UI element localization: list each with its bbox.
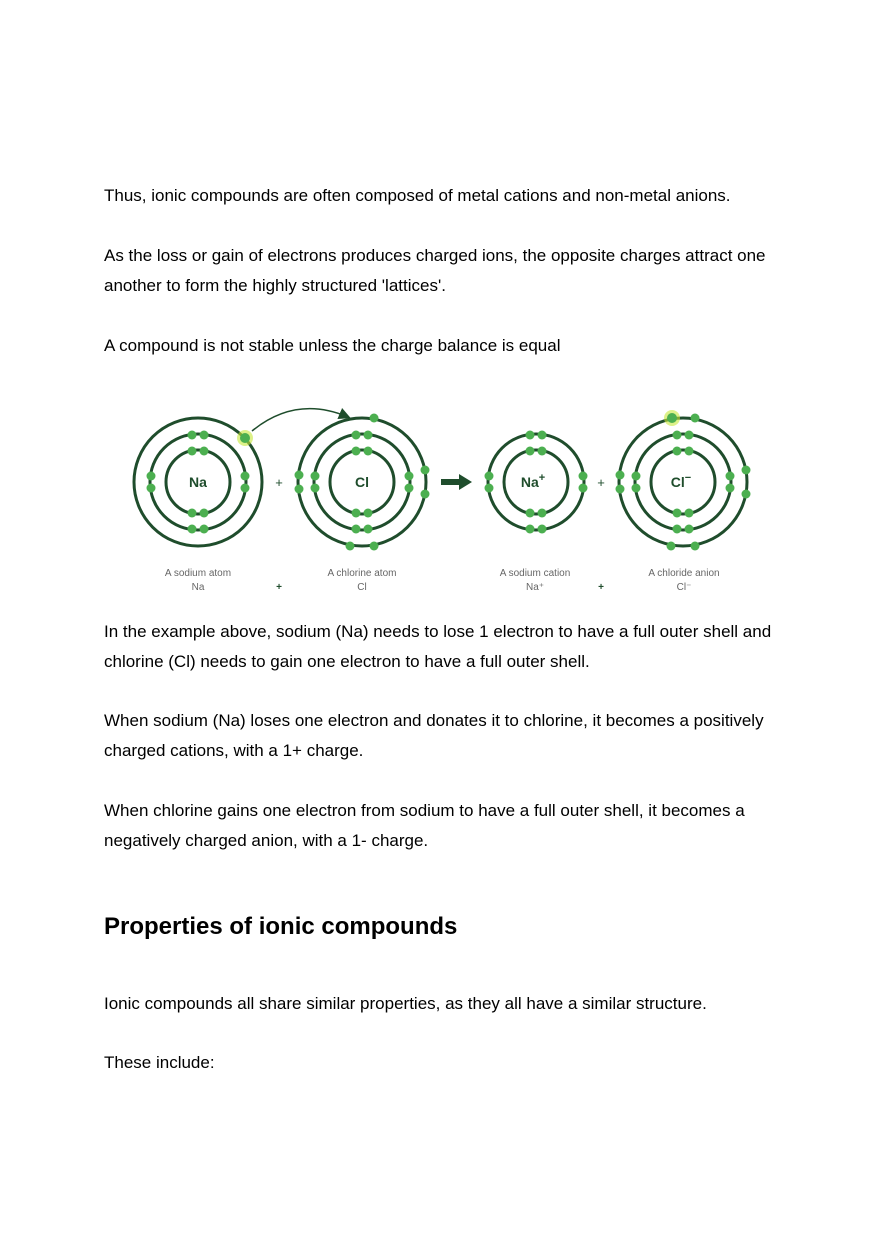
caption-chloride-anion-symbol: Cl⁻ [676, 582, 692, 593]
plus-sign-1: + [275, 475, 283, 490]
paragraph-these-include: These include: [104, 1053, 215, 1072]
electron-transfer-arrow [252, 409, 348, 431]
paragraph-example-explanation: In the example above, sodium (Na) needs to lose 1 electron to have a full outer shell and chlorine (Cl) needs to gain one electron to have a full outer shell. [104, 622, 772, 671]
caption-plus-1: + [276, 582, 282, 593]
plus-sign-2: + [597, 475, 605, 490]
paragraph-ionic-composition: Thus, ionic compounds are often composed of metal cations and non-metal anions. [104, 186, 731, 205]
gained-electron [664, 410, 680, 426]
paragraph-sodium-cation: When sodium (Na) loses one electron and donates it to chlorine, it becomes a positively charged cations, with a 1+ charge. [104, 711, 764, 760]
sodium-cation-symbol: Na+ [520, 472, 546, 490]
caption-sodium-cation-symbol: Na⁺ [525, 582, 545, 593]
caption-chlorine-atom: A chlorine atom [327, 568, 397, 579]
caption-plus-2: + [598, 582, 604, 593]
reaction-arrow [441, 474, 472, 490]
ionic-bond-diagram [116, 395, 766, 600]
caption-sodium-cation: A sodium cation [499, 568, 571, 579]
caption-chloride-anion: A chloride anion [648, 568, 720, 579]
section-heading: Properties of ionic compounds [104, 913, 458, 940]
paragraph-chlorine-anion: When chlorine gains one electron from sodium to have a full outer shell, it becomes a negatively charged anion, with a 1- charge. [104, 801, 745, 850]
transferring-electron [237, 430, 253, 446]
sodium-symbol: Na [189, 474, 207, 490]
caption-sodium-atom: A sodium atom [164, 568, 232, 579]
caption-chlorine-atom-symbol: Cl [357, 582, 367, 593]
paragraph-shared-properties: Ionic compounds all share similar properties, as they all have a similar structure. [104, 994, 707, 1013]
paragraph-charge-balance: A compound is not stable unless the charge balance is equal [104, 336, 561, 355]
chlorine-symbol: Cl [355, 474, 369, 490]
caption-sodium-atom-symbol: Na [191, 582, 205, 593]
paragraph-lattices: As the loss or gain of electrons produces charged ions, the opposite charges attract one another to form the highly structured 'lattices'. [104, 246, 766, 295]
chloride-anion-symbol: Cl− [670, 472, 692, 490]
